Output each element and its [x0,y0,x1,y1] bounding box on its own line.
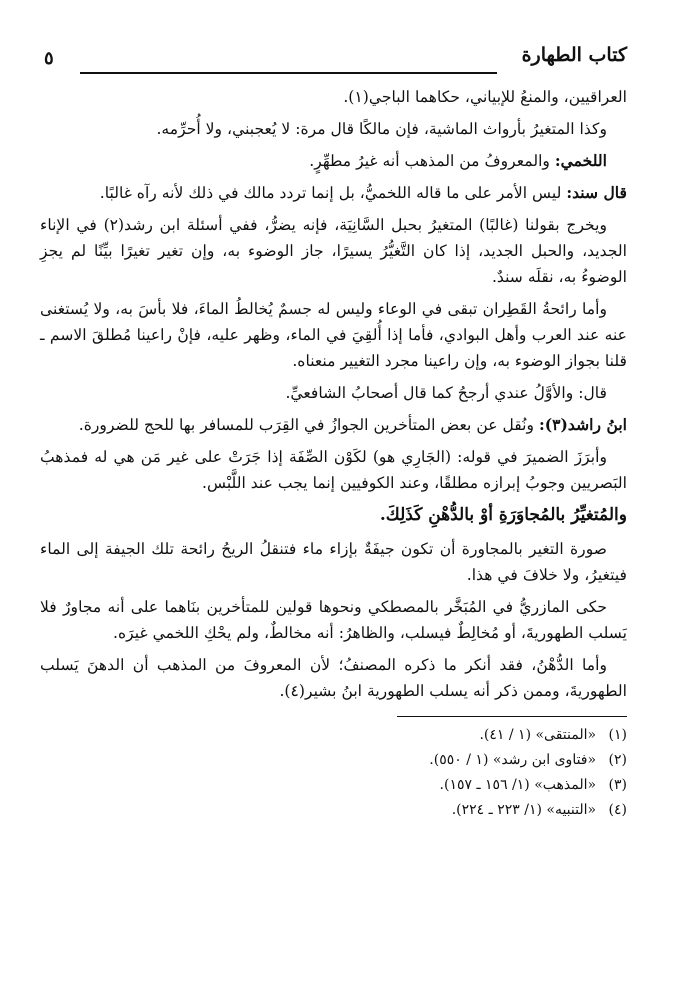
paragraph: صورة التغير بالمجاورة أن تكون جيفَةٌ بإزاء ماء فتنقلُ الريحُ رائحة تلك الجيفة إلى الماء فيتغيرُ، ولا خلافَ في هذا. [40,540,627,584]
paragraph: وأما رائحةُ القَطِران تبقى في الوعاء وليس له جسمٌ يُخالطُ الماءَ، فلا بأسَ به، ولا يُستغنى عنه عند العرب وأهل البوادي، فأما إذا أُلقِيَ في الماء، وظهر عليه، فإنْ راعينا مُطلقَ الاسم ـ قلنا بجواز الوضوء به، وإن راعينا مجرد التغيير منعناه. [40,300,627,370]
paragraph-text: والمعروفُ من المذهب أنه غيرُ مطهِّرٍ. [309,152,550,170]
page-header [40,44,627,84]
paragraph: وأبرَزَ الضميرَ في قوله: (الجَارِي هو) لكَوْن الصِّفَة إذا جَرَتْ على غير مَن هي له فمذهبُ البَصريين وجوبُ إبرازه مطلقًا، وعند الكوفيين إنما يجب عند اللَّبْس. [40,448,627,492]
footnote [40,798,627,823]
speaker-label: اللخمي: [554,151,607,170]
footnote-label: (٣) [608,777,627,793]
footnote-text: «المذهب» (١/ ١٥٦ ـ ١٥٧). [439,777,597,793]
speaker-label: ابنُ راشد(٣): [539,415,627,434]
paragraph-text: ليس الأمر على ما قاله اللخميُّ، بل إنما تردد مالك في ذلك لأنه رآه غالبًا. [99,184,562,202]
footnote-text: «التنبيه» (١/ ٢٢٣ ـ ٢٢٤). [451,802,597,818]
page-number: ٥ [44,48,54,69]
page [40,44,627,980]
paragraph-sanad [40,180,627,206]
paragraph-ibn-rashid [40,412,627,438]
speaker-label: قال سند: [566,183,627,202]
footnote-label: (١) [608,727,627,743]
footnote [40,748,627,773]
paragraph: وكذا المتغيرُ بأرواث الماشية، فإن مالكًا قال مرة: لا يُعجبني، ولا أُحرِّمه. [156,120,607,138]
paragraph: ويخرج بقولنا (غالبًا) المتغيرُ بحبل السَّانِيَة، فإنه يضرُّ، ففي أسئلة ابن رشد(٢) في الإناء الجديد، والحبل الجديد، إذا كان التَّغيُّرُ يسيرًا، جاز الوضوء به، وإن تغير تغيرًا بيِّنًا لم يجزِ الوضوءُ به، نقلَه سندٌ. [40,216,627,286]
footnotes [40,723,627,823]
matn-heading: والمُتغيِّرُ بالمُجاوَرَةِ أوْ بالدُّهْنِ كَذَلِكَ. [379,505,627,525]
footnote-rule [397,716,627,717]
footnote [40,773,627,798]
paragraph: حكى المازريُّ في المُبَخَّر بالمصطكي ونحوها قولين للمتأخرين بنَاهما على أنه مجاورٌ فلا يَسلب الطهوريةَ، أو مُخالِطٌ فيسلب، والظاهرُ: أنه مخالطٌ، ولم يحْكِ اللخمي غيرَه. [40,598,627,642]
paragraph: قال: والأوَّلُ عندي أرجحُ كما قال أصحابُ الشافعيِّ. [285,384,607,402]
header-rule [80,72,497,74]
footnote-label: (٢) [608,752,627,768]
footnote-label: (٤) [608,802,627,818]
paragraph-text: ونُقل عن بعض المتأخرين الجوازُ في القِرَب للمسافر بها للحج للضرورة. [78,416,535,434]
main-text [40,84,627,704]
footnote [40,723,627,748]
paragraph-lakhmi [40,148,627,174]
footnote-text: «المنتقى» (١ / ٤١). [479,727,597,743]
paragraph: وأما الدُّهْنُ، فقد أنكر ما ذكره المصنفُ؛ لأن المعروفَ من المذهب أن الدهنَ يَسلب الطهوريةَ، وممن ذكر أنه يسلب الطهورية ابنُ بشير(٤). [40,656,627,700]
footnote-text: «فتاوى ابن رشد» (١ / ٥٥٠). [429,752,597,768]
book-title: كتاب الطهارة [521,44,627,66]
paragraph: العراقيين، والمنعُ للإبياني، حكاهما الباجي(١). [343,88,627,106]
